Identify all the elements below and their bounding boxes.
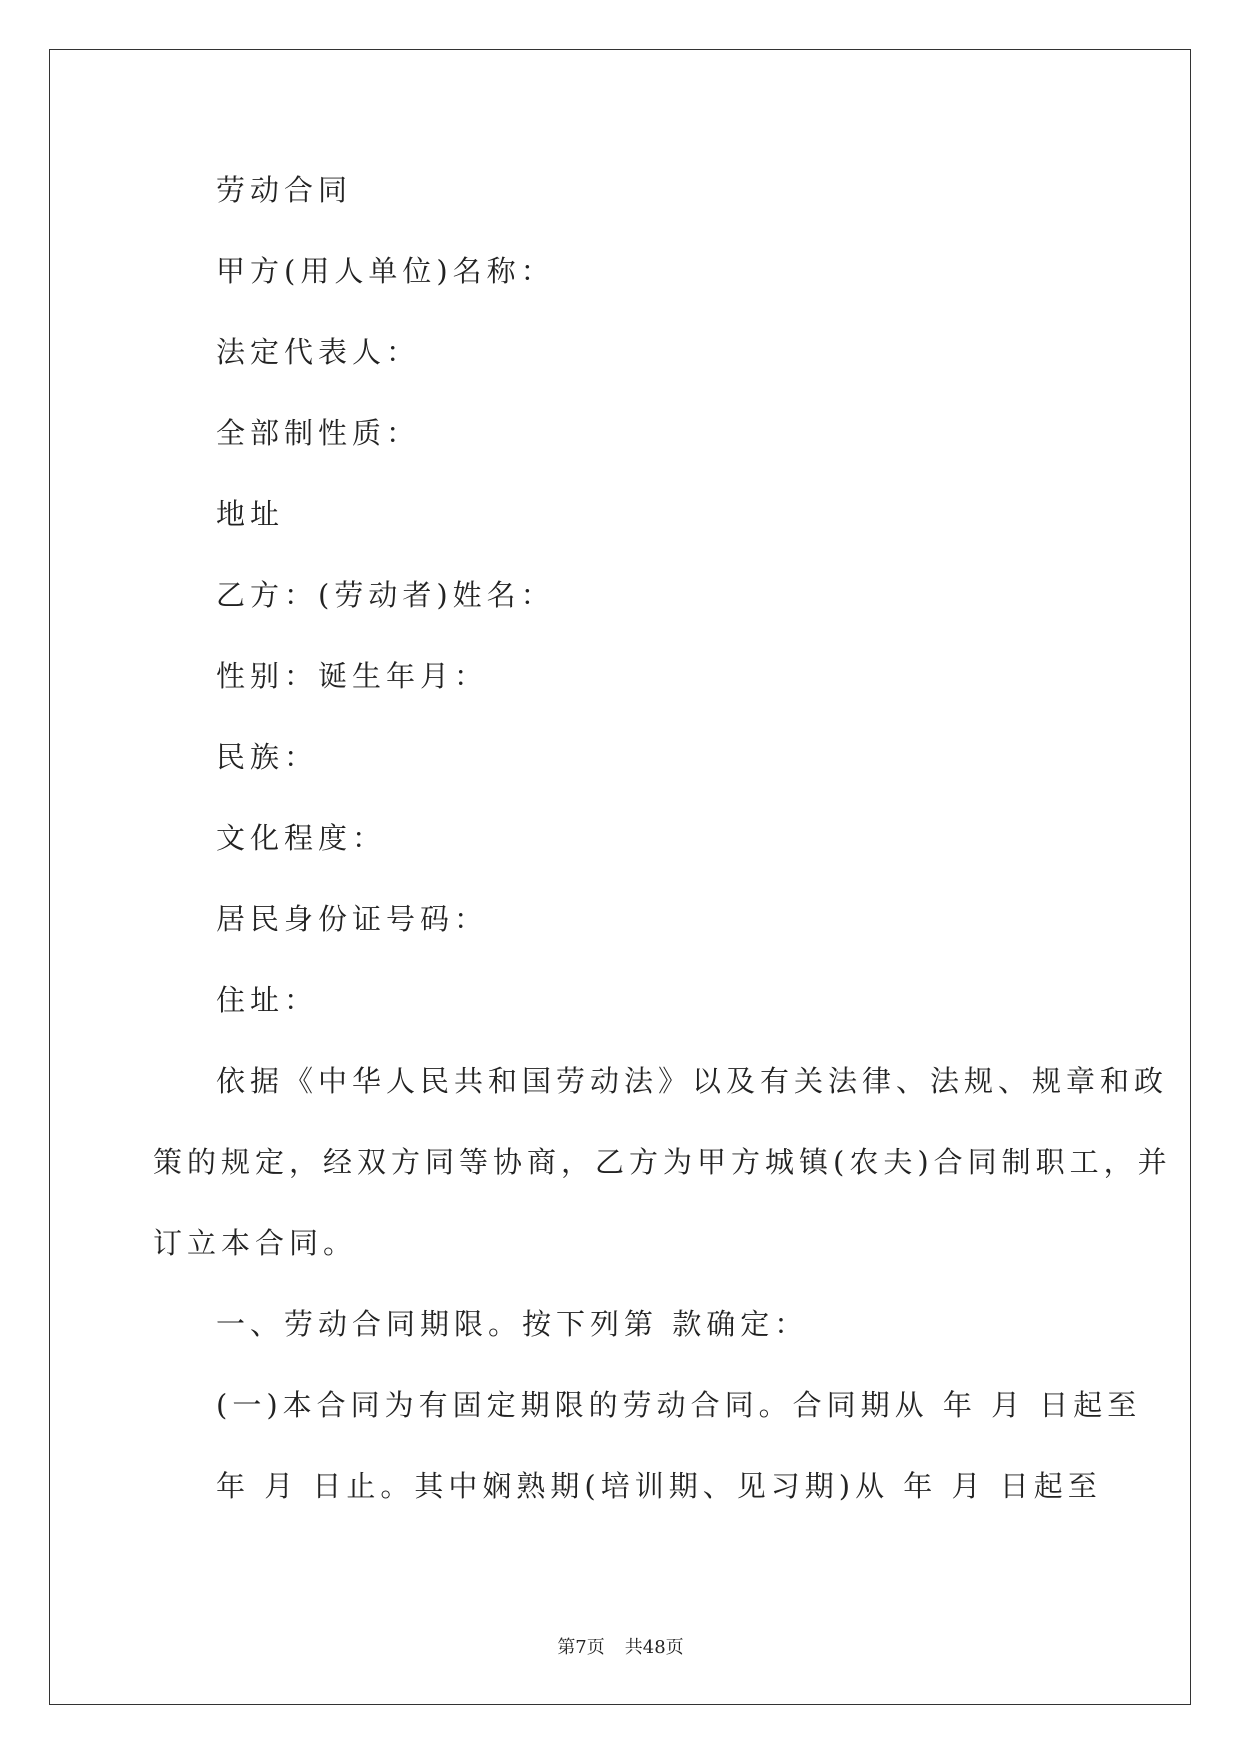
section-item-line: 年 月 日止。其中娴熟期(培训期、见习期)从 年 月 日起至 (216, 1469, 1102, 1503)
field-education: 文化程度： (216, 821, 387, 855)
field-employer-name: 甲方(用人单位)名称： (216, 254, 555, 288)
field-ownership-type: 全部制性质： (216, 416, 421, 450)
document-title: 劳动合同 (216, 173, 353, 207)
field-employee-name: 乙方：(劳动者)姓名： (216, 578, 555, 612)
field-residence: 住址： (216, 983, 319, 1017)
page-border (49, 49, 1191, 1705)
field-id-number: 居民身份证号码： (216, 902, 489, 936)
page-number: 第7页 (557, 1637, 605, 1658)
field-address: 地址 (216, 497, 285, 531)
field-gender-birth: 性别：诞生年月： (216, 659, 489, 693)
field-legal-representative: 法定代表人： (216, 335, 421, 369)
field-ethnicity: 民族： (216, 740, 319, 774)
section-heading: 一、劳动合同期限。按下列第 款确定： (216, 1307, 809, 1341)
paragraph-line: 订立本合同。 (153, 1226, 358, 1260)
page-footer (0, 1633, 1241, 1659)
section-item-line: (一)本合同为有固定期限的劳动合同。合同期从 年 月 日起至 (216, 1388, 1142, 1422)
total-pages: 共48页 (624, 1637, 684, 1658)
paragraph-line: 依据《中华人民共和国劳动法》以及有关法律、法规、规章和政 (216, 1064, 1169, 1098)
paragraph-line: 策的规定，经双方同等协商，乙方为甲方城镇(农夫)合同制职工，并 (153, 1145, 1172, 1179)
